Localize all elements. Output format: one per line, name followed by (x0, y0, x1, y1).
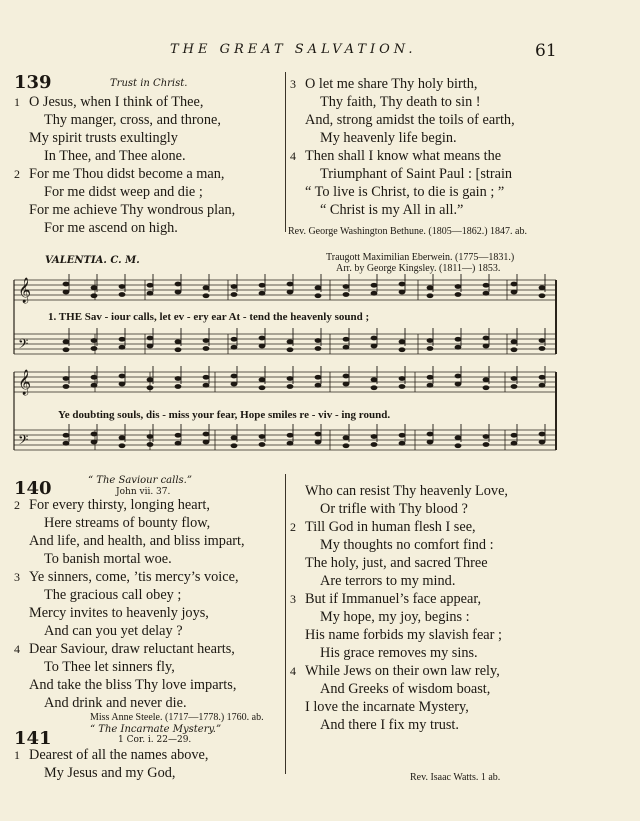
note-head (175, 376, 182, 381)
tune-name: VALENTIA. C. M. (45, 255, 140, 266)
note-head (203, 293, 210, 298)
note-head (315, 293, 322, 298)
note-head (539, 375, 546, 380)
note-head (175, 384, 182, 389)
note-head (511, 282, 518, 287)
verse-text: For me achieve Thy wondrous plan, (29, 202, 236, 218)
note-head (259, 291, 266, 296)
verse-line (14, 586, 282, 604)
hymn-number-139: 139 (14, 72, 52, 93)
note-head (63, 339, 70, 344)
verse-line (14, 129, 282, 147)
note-head (427, 440, 434, 445)
note-head (455, 345, 462, 350)
note-head (175, 441, 182, 446)
note-head (147, 385, 154, 390)
note-head (91, 285, 98, 290)
note-head (63, 433, 70, 438)
verse-text: “ Christ is my All in all.” (320, 202, 464, 218)
note-head (203, 383, 210, 388)
stanza-number: 2 (14, 167, 20, 181)
note-head (427, 338, 434, 343)
bass-clef-icon: 𝄢 (18, 336, 29, 355)
hymn-139-col1 (14, 93, 282, 237)
note-head (315, 375, 322, 380)
note-head (259, 385, 266, 390)
verse-text: Ye sinners, come, ’tis mercy’s voice, (29, 569, 239, 585)
verse-line (290, 698, 630, 716)
note-head (147, 291, 154, 296)
note-head (175, 339, 182, 344)
note-head (91, 383, 98, 388)
treble-clef-icon: 𝄞 (18, 278, 32, 303)
note-head (63, 376, 70, 381)
note-head (231, 435, 238, 440)
verse-text: My spirit trusts exultingly (29, 130, 178, 146)
verse-line (14, 93, 282, 111)
note-head (119, 337, 126, 342)
note-head (287, 441, 294, 446)
note-head (455, 435, 462, 440)
note-head (399, 290, 406, 295)
note-head (287, 290, 294, 295)
note-head (399, 376, 406, 381)
hymn-ref-141: 1 Cor. i. 22—29. (118, 735, 192, 745)
hymn-139-credit: Rev. George Washington Bethune. (1805—1862.) 1847. ab. (288, 226, 527, 237)
note-head (399, 347, 406, 352)
note-head (231, 292, 238, 297)
note-head (371, 434, 378, 439)
note-head (399, 282, 406, 287)
verse-line (14, 604, 282, 622)
verse-text: The gracious call obey ; (44, 587, 182, 603)
composer-line-1: Traugott Maximilian Eberwein. (1775—1831.) (326, 252, 515, 263)
note-head (539, 285, 546, 290)
note-head (483, 336, 490, 341)
note-head (287, 282, 294, 287)
note-head (455, 292, 462, 297)
note-head (231, 337, 238, 342)
note-head (259, 434, 266, 439)
note-head (203, 285, 210, 290)
note-head (119, 345, 126, 350)
verse-line (290, 147, 630, 165)
note-head (343, 292, 350, 297)
verse-line (290, 536, 630, 554)
note-head (371, 442, 378, 447)
note-head (343, 374, 350, 379)
verse-text: My thoughts no comfort find : (320, 537, 494, 553)
verse-line (14, 694, 282, 712)
note-head (427, 285, 434, 290)
verse-text: In Thee, and Thee alone. (44, 148, 186, 164)
verse-line (290, 644, 630, 662)
note-head (455, 337, 462, 342)
stanza-number: 3 (290, 77, 296, 91)
verse-line (290, 183, 630, 201)
hymn-title-140: “ The Saviour calls.” (88, 475, 192, 486)
verse-text: My hope, my joy, begins : (320, 609, 470, 625)
verse-text: And take the bliss Thy love imparts, (29, 677, 237, 693)
verse-text: Thy manger, cross, and throne, (44, 112, 221, 128)
note-head (91, 338, 98, 343)
note-head (511, 384, 518, 389)
note-head (455, 382, 462, 387)
stanza-number: 3 (14, 570, 20, 584)
note-head (343, 435, 350, 440)
note-head (203, 346, 210, 351)
note-head (427, 375, 434, 380)
verse-line (290, 572, 630, 590)
verse-text: For me didst weep and die ; (44, 184, 203, 200)
verse-line (14, 764, 282, 782)
verse-line (290, 554, 630, 572)
hymn-140-col1 (14, 496, 282, 712)
note-head (119, 284, 126, 289)
note-head (371, 283, 378, 288)
verse-text: For every thirsty, longing heart, (29, 497, 210, 513)
note-head (343, 337, 350, 342)
verse-text: Thy faith, Thy death to sin ! (320, 94, 481, 110)
note-head (371, 336, 378, 341)
note-head (231, 443, 238, 448)
note-head (483, 442, 490, 447)
stanza-number: 2 (14, 498, 20, 512)
verse-text: “ To live is Christ, to die is gain ; ” (305, 184, 505, 200)
running-header: THE GREAT SALVATION. (170, 42, 417, 57)
note-head (91, 440, 98, 445)
note-head (119, 374, 126, 379)
note-head (91, 346, 98, 351)
verse-text: Who can resist Thy heavenly Love, (305, 483, 509, 499)
note-head (399, 433, 406, 438)
verse-text: Then shall I know what means the (305, 148, 502, 164)
verse-text: To banish mortal woe. (44, 551, 172, 567)
note-head (427, 383, 434, 388)
note-head (343, 345, 350, 350)
note-head (511, 290, 518, 295)
verse-text: Mercy invites to heavenly joys, (29, 605, 209, 621)
verse-line (290, 129, 630, 147)
note-head (539, 440, 546, 445)
note-head (119, 292, 126, 297)
verse-line (14, 658, 282, 676)
verse-line (290, 111, 630, 129)
verse-line (14, 147, 282, 165)
note-head (483, 344, 490, 349)
verse-line (290, 518, 630, 536)
note-head (259, 283, 266, 288)
verse-line (290, 608, 630, 626)
note-head (287, 433, 294, 438)
verse-text: O Jesus, when I think of Thee, (29, 94, 204, 110)
note-head (231, 345, 238, 350)
verse-text: Till God in human flesh I see, (305, 519, 476, 535)
page-number: 61 (535, 41, 557, 61)
verse-line (290, 482, 630, 500)
hymn-141-col1 (14, 746, 282, 782)
verse-text: His grace removes my sins. (320, 645, 478, 661)
note-head (231, 374, 238, 379)
note-head (259, 336, 266, 341)
hymn-title-141: “ The Incarnate Mystery.” (90, 724, 222, 735)
note-head (147, 434, 154, 439)
verse-text: I love the incarnate Mystery, (305, 699, 469, 715)
note-head (287, 384, 294, 389)
hymn-ref-140: John vii. 37. (116, 487, 171, 497)
verse-line (14, 514, 282, 532)
note-head (539, 346, 546, 351)
verse-line (290, 716, 630, 734)
stanza-number: 2 (290, 520, 296, 534)
note-head (91, 432, 98, 437)
verse-line (14, 622, 282, 640)
stanza-number: 4 (290, 664, 296, 678)
verse-text: My heavenly life begin. (320, 130, 457, 146)
verse-line (14, 183, 282, 201)
verse-line (290, 500, 630, 518)
note-head (203, 440, 210, 445)
note-head (175, 347, 182, 352)
composer-line-2: Arr. by George Kingsley. (1811—) 1853. (336, 263, 501, 274)
note-head (63, 441, 70, 446)
hymn-139-col2 (290, 75, 630, 219)
verse-text: And drink and never die. (44, 695, 187, 711)
verse-text: To Thee let sinners fly, (44, 659, 175, 675)
verse-line (14, 496, 282, 514)
note-head (511, 441, 518, 446)
note-head (455, 284, 462, 289)
note-head (119, 443, 126, 448)
verse-text: For me ascend on high. (44, 220, 178, 236)
hymn-140-credit: Miss Anne Steele. (1717—1778.) 1760. ab. (90, 712, 264, 723)
note-head (147, 336, 154, 341)
note-head (427, 432, 434, 437)
note-head (539, 383, 546, 388)
note-head (427, 293, 434, 298)
note-head (315, 285, 322, 290)
verse-line (14, 640, 282, 658)
note-head (147, 377, 154, 382)
verse-text: His name forbids my slavish fear ; (305, 627, 502, 643)
verse-line (14, 219, 282, 237)
note-head (231, 382, 238, 387)
note-head (399, 441, 406, 446)
verse-text: And there I fix my trust. (320, 717, 459, 733)
verse-line (14, 550, 282, 568)
lyrics-line-2: Ye doubting souls, dis - miss your fear, Hope smiles re - viv - ing round. (58, 409, 391, 421)
note-head (511, 339, 518, 344)
verse-text: But if Immanuel’s face appear, (305, 591, 482, 607)
hymn-title-139: Trust in Christ. (110, 78, 188, 89)
note-head (483, 283, 490, 288)
verse-text: And, strong amidst the toils of earth, (305, 112, 515, 128)
note-head (63, 347, 70, 352)
verse-line (290, 590, 630, 608)
verse-line (290, 201, 630, 219)
note-head (147, 442, 154, 447)
note-head (175, 290, 182, 295)
verse-text: For me Thou didst become a man, (29, 166, 225, 182)
stanza-number: 4 (290, 149, 296, 163)
note-head (287, 376, 294, 381)
note-head (455, 374, 462, 379)
verse-line (290, 75, 630, 93)
note-head (315, 338, 322, 343)
note-head (483, 385, 490, 390)
note-head (315, 346, 322, 351)
verse-line (14, 165, 282, 183)
hymn-140-col2 (290, 482, 630, 734)
verse-line (290, 626, 630, 644)
note-head (63, 282, 70, 287)
column-divider (285, 72, 286, 232)
verse-line (14, 532, 282, 550)
note-head (371, 344, 378, 349)
note-head (539, 432, 546, 437)
note-head (287, 347, 294, 352)
verse-text: Triumphant of Saint Paul : [strain (320, 166, 513, 182)
hymn-number-140: 140 (14, 478, 52, 499)
note-head (315, 432, 322, 437)
verse-text: And life, and health, and bliss impart, (29, 533, 245, 549)
note-head (343, 382, 350, 387)
verse-text: My Jesus and my God, (44, 765, 176, 781)
verse-line (14, 746, 282, 764)
verse-text: The holy, just, and sacred Three (305, 555, 488, 571)
verse-text: And Greeks of wisdom boast, (320, 681, 491, 697)
verse-text: Or trifle with Thy blood ? (320, 501, 468, 517)
note-head (147, 283, 154, 288)
lyrics-line-1: 1. THE Sav - iour calls, let ev - ery ear At - tend the heavenly sound ; (48, 311, 370, 323)
note-head (511, 347, 518, 352)
verse-line (14, 111, 282, 129)
note-head (539, 293, 546, 298)
verse-text: Dearest of all the names above, (29, 747, 209, 763)
note-head (175, 433, 182, 438)
note-head (203, 432, 210, 437)
hymn-140-credit-2: Rev. Isaac Watts. 1 ab. (410, 772, 501, 783)
verse-line (290, 662, 630, 680)
stanza-number: 4 (14, 642, 20, 656)
note-head (371, 377, 378, 382)
note-head (91, 293, 98, 298)
music-score (0, 250, 640, 465)
verse-text: Here streams of bounty flow, (44, 515, 211, 531)
verse-text: Dear Saviour, draw reluctant hearts, (29, 641, 235, 657)
verse-line (14, 568, 282, 586)
note-head (91, 375, 98, 380)
verse-line (290, 680, 630, 698)
note-head (343, 443, 350, 448)
note-head (203, 375, 210, 380)
note-head (399, 339, 406, 344)
stanza-number: 1 (14, 748, 20, 762)
note-head (455, 443, 462, 448)
note-head (483, 291, 490, 296)
note-head (539, 338, 546, 343)
note-head (371, 291, 378, 296)
verse-line (14, 201, 282, 219)
note-head (483, 377, 490, 382)
treble-clef-icon: 𝄞 (18, 370, 32, 395)
hymn-number-141: 141 (14, 728, 52, 749)
note-head (399, 384, 406, 389)
note-head (203, 338, 210, 343)
note-head (483, 434, 490, 439)
verse-text: While Jews on their own law rely, (305, 663, 500, 679)
note-head (511, 433, 518, 438)
stanza-number: 3 (290, 592, 296, 606)
verse-text: O let me share Thy holy birth, (305, 76, 478, 92)
note-head (147, 344, 154, 349)
note-head (511, 376, 518, 381)
note-head (63, 290, 70, 295)
note-head (175, 282, 182, 287)
verse-line (290, 165, 630, 183)
verse-text: And can you yet delay ? (44, 623, 183, 639)
bass-clef-icon: 𝄢 (18, 432, 29, 451)
note-head (119, 382, 126, 387)
column-divider-2 (285, 474, 286, 774)
note-head (63, 384, 70, 389)
verse-line (290, 93, 630, 111)
note-head (259, 377, 266, 382)
note-head (287, 339, 294, 344)
note-head (427, 346, 434, 351)
note-head (315, 383, 322, 388)
note-head (343, 284, 350, 289)
note-head (259, 344, 266, 349)
note-head (259, 442, 266, 447)
verse-line (14, 676, 282, 694)
stanza-number: 1 (14, 95, 20, 109)
note-head (119, 435, 126, 440)
verse-text: Are terrors to my mind. (320, 573, 456, 589)
note-head (371, 385, 378, 390)
note-head (315, 440, 322, 445)
note-head (231, 284, 238, 289)
